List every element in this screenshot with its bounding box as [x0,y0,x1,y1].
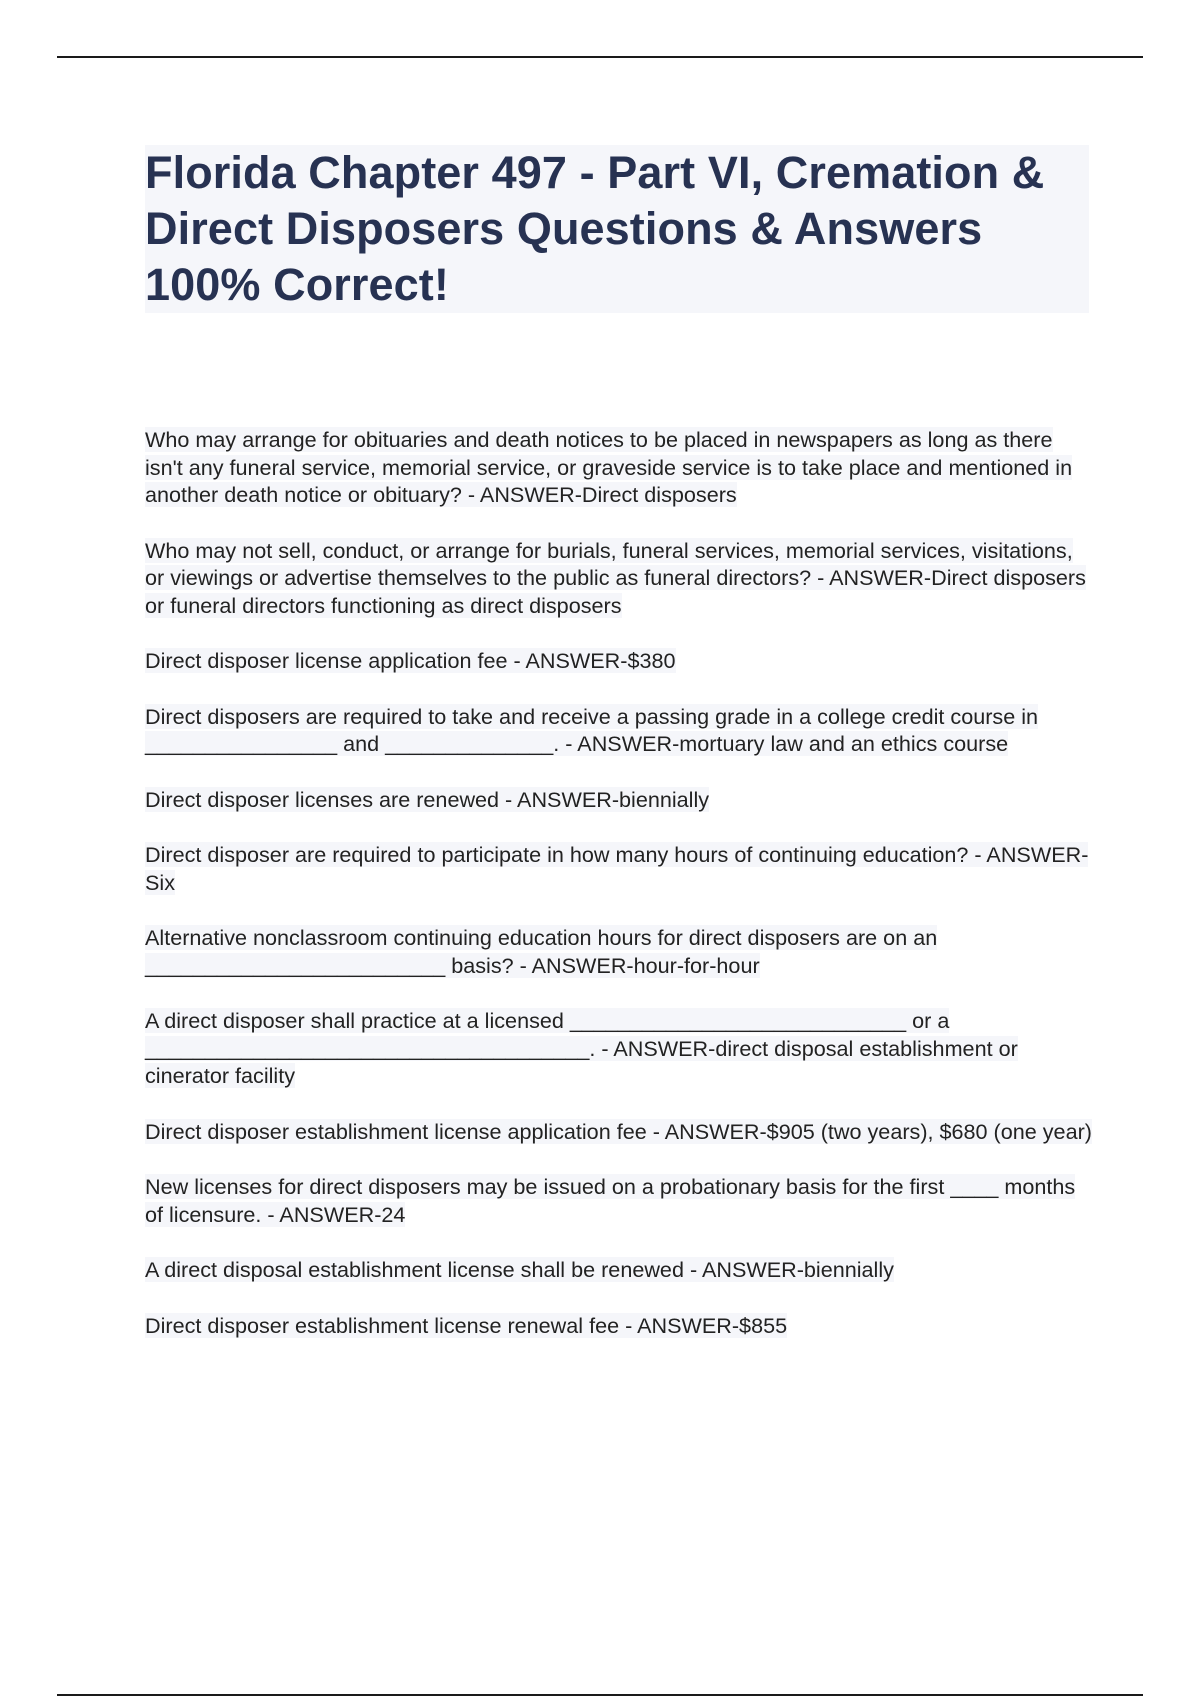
top-rule [57,56,1143,58]
bottom-rule [57,1694,1143,1696]
qa-text: Who may not sell, conduct, or arrange for burials, funeral services, memorial services, visitations, or viewings or advertise themselves to the public as funeral directors? - ANSWER-Direct disposers or funeral directors functioning as direct disposers [145,537,1086,618]
qa-text: Direct disposer licenses are renewed - ANSWER-biennially [145,786,710,812]
qa-item [145,924,1095,979]
qa-text: A direct disposer shall practice at a licensed ____________________________ or a _____________________________________. - ANSWER-direct disposal establishment or cinerator facility [145,1008,1018,1088]
qa-item [145,786,1095,814]
qa-item [145,1173,1095,1228]
qa-item [145,1312,1095,1340]
qa-text: Direct disposers are required to take and receive a passing grade in a college credit course in ________________ and ______________. - ANSWER-mortuary law and an ethics course [145,703,1039,756]
qa-text: Who may arrange for obituaries and death notices to be placed in newspapers as long as there isn't any funeral service, memorial service, or graveside service is to take place and mentioned in another death notice or obituary? - ANSWER-Direct disposers [145,427,1073,507]
document-title: Florida Chapter 497 - Part VI, Cremation & Direct Disposers Questions & Answers 100% Correct! [145,147,1045,310]
qa-item [145,1118,1095,1146]
qa-item [145,647,1095,675]
qa-text: A direct disposal establishment license shall be renewed - ANSWER-biennially [145,1257,894,1282]
qa-text: Direct disposer are required to participate in how many hours of continuing education? - ANSWER-Six [145,842,1089,895]
qa-item [145,1256,1095,1284]
qa-text: Direct disposer license application fee - ANSWER-$380 [145,648,676,673]
qa-item [145,426,1095,509]
qa-text: Direct disposer establishment license application fee - ANSWER-$905 (two years), $680 (one year) [145,1118,1092,1144]
qa-list [145,426,1095,1367]
qa-item [145,703,1095,758]
title-block [145,145,1089,313]
qa-item [145,841,1095,896]
qa-text: New licenses for direct disposers may be issued on a probationary basis for the first ____ months of licensure. - ANSWER-24 [145,1174,1076,1227]
qa-item [145,537,1095,620]
qa-text: Direct disposer establishment license renewal fee - ANSWER-$855 [145,1312,788,1338]
qa-text: Alternative nonclassroom continuing education hours for direct disposers are on an _________________________ basis? - ANSWER-hour-for-hour [145,925,938,978]
qa-item [145,1007,1095,1090]
